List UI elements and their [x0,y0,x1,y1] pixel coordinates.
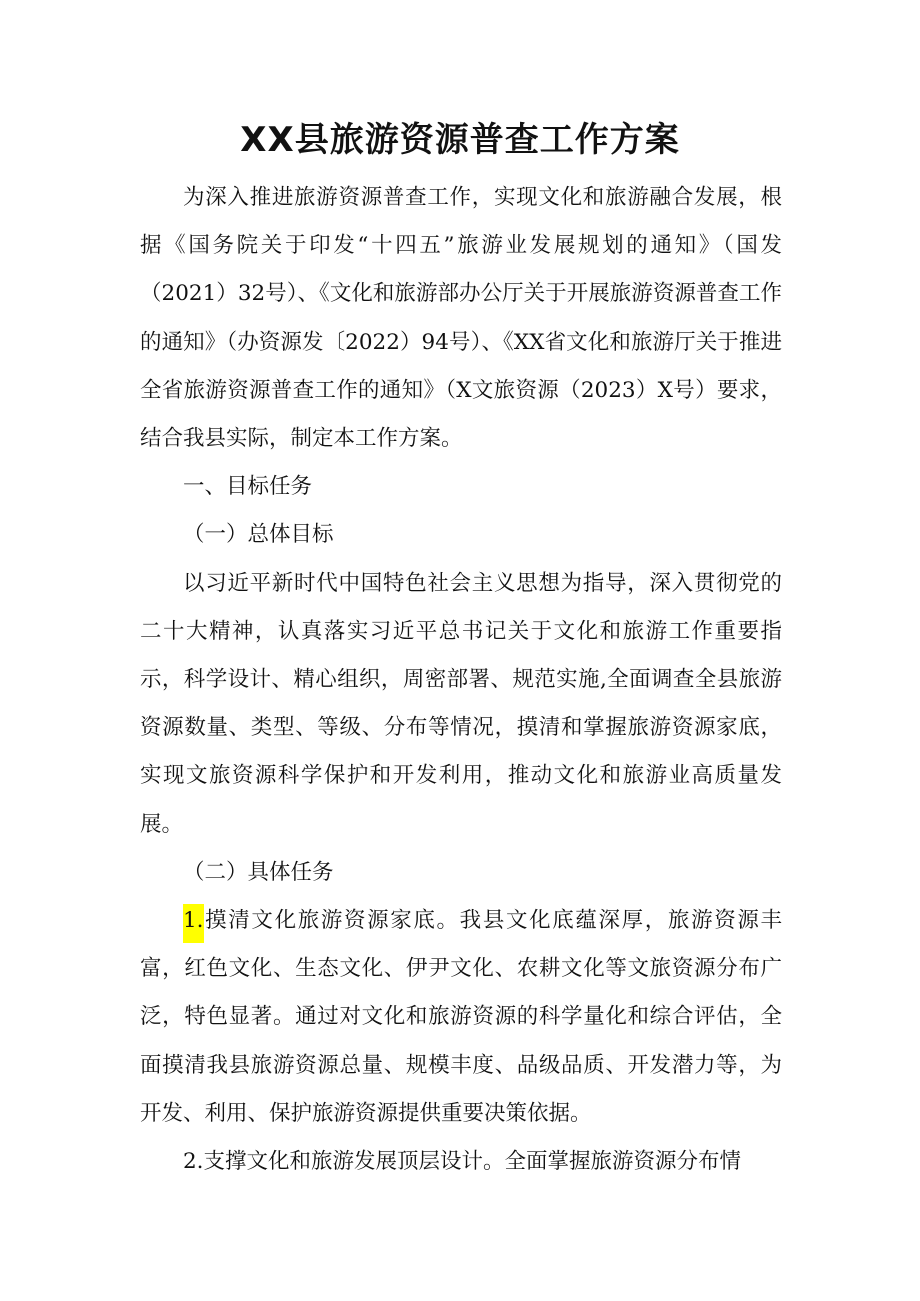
section-heading-goals: 一、目标任务 [183,474,313,500]
document-body [140,174,782,1186]
task-1-text: 摸清文化旅游资源家底。我县文化底蕴深厚，旅游资源丰富，红色文化、生态文化、伊尹文化、农耕文化等文旅资源分布广泛，特色显著。通过对文化和旅游资源的科学量化和综合评估，全面摸清我县旅游资源总量、规模丰度、品级品质、开发潜力等，为开发、利用、保护旅游资源提供重要决策依据。 [140,908,782,1126]
task-1-paragraph [140,897,782,1138]
intro-paragraph: 为深入推进旅游资源普查工作，实现文化和旅游融合发展，根据《国务院关于印发“十四五”旅游业发展规划的通知》（国发（2021）32号）、《文化和旅游部办公厅关于开展旅游资源普查工作的通知》（办资源发〔2022）94号）、《XX省文化和旅游厅关于推进全省旅游资源普查工作的通知》（X文旅资源（2023）X号）要求，结合我县实际，制定本工作方案。 [140,185,782,452]
highlighted-task-number: 1. [183,904,204,943]
task-2-paragraph: 2.支撑文化和旅游发展顶层设计。全面掌握旅游资源分布情 [183,1149,742,1175]
overall-goal-paragraph: 以习近平新时代中国特色社会主义思想为指导，深入贯彻党的二十大精神，认真落实习近平总书记关于文化和旅游工作重要指示，科学设计、精心组织，周密部署、规范实施,全面调查全县旅游资源数量、类型、等级、分布等情况，摸清和掌握旅游资源家底，实现文旅资源科学保护和开发利用，推动文化和旅游业高质量发展。 [140,570,782,837]
subsection-heading-overall: （一）总体目标 [183,522,334,548]
subsection-heading-tasks: （二）具体任务 [183,859,334,885]
document-title: XX县旅游资源普查工作方案 [240,120,680,160]
